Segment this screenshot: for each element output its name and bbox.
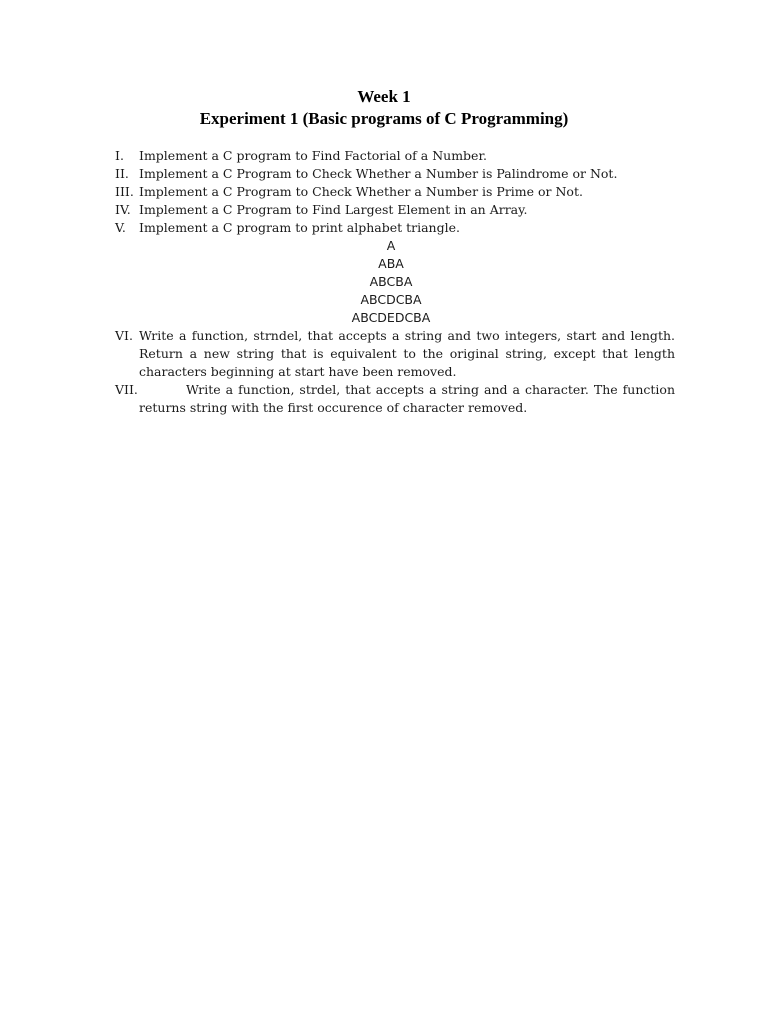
list-item-number: III. (115, 184, 134, 199)
list-item (115, 165, 675, 183)
list-item (115, 381, 675, 417)
page-heading-experiment: Experiment 1 (Basic programs of C Programming) (199, 109, 569, 128)
list-item-text: Write a function, strdel, that accepts a string and a character. The function returns string with the first occurence of character removed. (139, 382, 675, 415)
list-item-text: Implement a C Program to Check Whether a Number is Prime or Not. (139, 184, 583, 199)
list-item-text: Implement a C program to Find Factorial of a Number. (139, 148, 488, 163)
page-heading-week: Week 1 (357, 87, 411, 106)
triangle-row: A (386, 238, 396, 253)
triangle-row: ABCDEDCBA (351, 310, 431, 325)
experiment-list (115, 147, 675, 417)
list-item-number: VI. (115, 328, 133, 343)
list-item (115, 327, 675, 381)
alphabet-triangle (99, 237, 683, 327)
list-item-text: Implement a C Program to Check Whether a Number is Palindrome or Not. (139, 166, 618, 181)
triangle-row: ABCBA (369, 274, 413, 289)
list-item-text: Write a function, strndel, that accepts a string and two integers, start and length. Return a new string that is equivalent to the original string, except that length characters beginning at start have been removed. (139, 328, 675, 379)
list-item-number: V. (115, 220, 126, 235)
list-item-text: Implement a C program to print alphabet triangle. (139, 220, 460, 235)
list-item-number: VII. (115, 382, 138, 397)
triangle-row: ABCDCBA (360, 292, 422, 307)
list-item (115, 201, 675, 219)
list-item-number: II. (115, 166, 129, 181)
list-item (115, 147, 675, 165)
list-item (115, 183, 675, 201)
triangle-row: ABA (378, 256, 404, 271)
list-item-number: I. (115, 148, 124, 163)
list-item-text: Implement a C Program to Find Largest Element in an Array. (139, 202, 528, 217)
list-item (115, 219, 675, 237)
list-item-number: IV. (115, 202, 131, 217)
